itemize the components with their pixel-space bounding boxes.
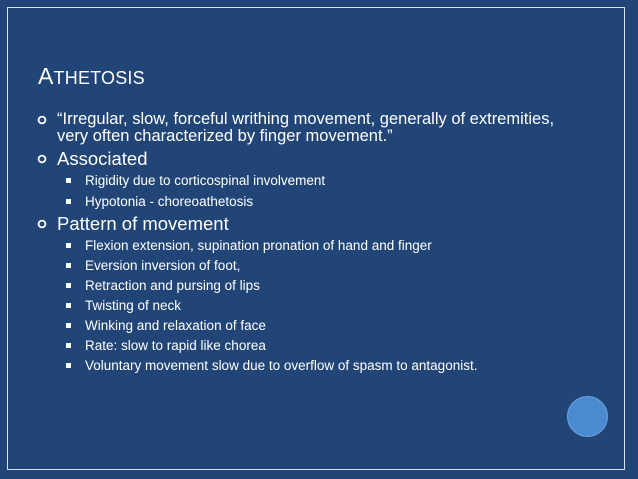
ring-bullet-icon (37, 213, 47, 235)
list-item-text: Twisting of neck (85, 298, 182, 313)
list-item (38, 194, 558, 209)
bullet-quote (38, 111, 558, 145)
list-item-text: Winking and relaxation of face (85, 318, 266, 333)
list-item (38, 238, 558, 253)
square-bullet-icon (66, 363, 71, 368)
bullet-pattern (38, 213, 558, 235)
square-bullet-icon (66, 323, 71, 328)
list-item (38, 278, 558, 293)
list-item-text: Hypotonia - choreoathetosis (85, 194, 254, 209)
slide-content (38, 111, 558, 373)
list-item (38, 173, 558, 188)
list-item-text: Rigidity due to corticospinal involvement (85, 173, 326, 188)
title-rest: THETOSIS (53, 68, 145, 88)
square-bullet-icon (66, 263, 71, 268)
list-item-text: Retraction and pursing of lips (85, 278, 260, 293)
associated-heading: Associated (57, 148, 148, 169)
associated-sublist (38, 173, 558, 209)
list-item-text: Eversion inversion of foot, (85, 258, 241, 273)
quote-text: “Irregular, slow, forceful writhing movement, generally of extremities, very often characterized by finger movement.” (57, 110, 555, 145)
list-item-text: Voluntary movement slow due to overflow of spasm to antagonist. (85, 358, 478, 373)
list-item (38, 318, 558, 333)
square-bullet-icon (66, 178, 71, 183)
bullet-icon (37, 148, 47, 173)
title-initial: A (38, 63, 54, 89)
square-bullet-icon (66, 343, 71, 348)
pattern-heading: Pattern of movement (57, 213, 229, 234)
ring-bullet-icon (37, 148, 47, 170)
list-item (38, 258, 558, 273)
square-bullet-icon (66, 303, 71, 308)
square-bullet-icon (66, 199, 71, 204)
list-item-text: Flexion extension, supination pronation of hand and finger (85, 238, 432, 253)
diamond-bullet-icon (37, 111, 47, 132)
ring-bullet-icon (37, 111, 47, 129)
bullet-icon (37, 213, 47, 238)
square-bullet-icon (66, 243, 71, 248)
pattern-sublist (38, 238, 558, 373)
list-item (38, 298, 558, 313)
list-item (38, 358, 515, 373)
decorative-circle (567, 396, 608, 437)
list-item (38, 338, 558, 353)
square-bullet-icon (66, 283, 71, 288)
bullet-associated (38, 148, 558, 170)
list-item-text: Rate: slow to rapid like chorea (85, 338, 266, 353)
slide-title (38, 63, 145, 90)
